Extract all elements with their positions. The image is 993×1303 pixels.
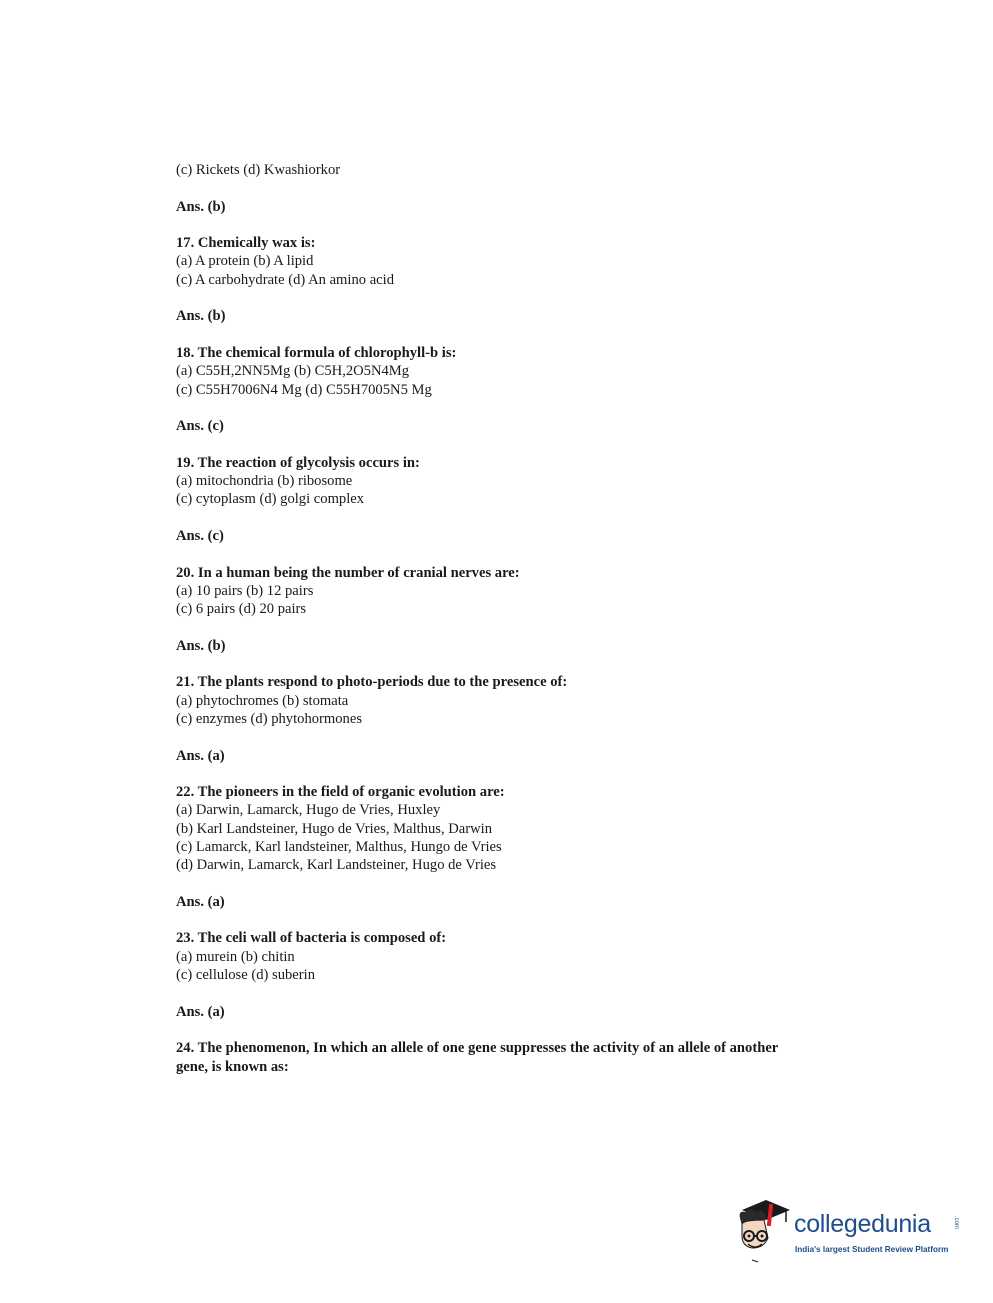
option-line: (a) murein (b) chitin bbox=[176, 948, 295, 965]
answer-line: Ans. (a) bbox=[176, 747, 225, 764]
blank-line bbox=[176, 765, 876, 783]
blank-line bbox=[176, 509, 876, 527]
option-line: (c) cytoplasm (d) golgi complex bbox=[176, 491, 365, 508]
question-line: 22. The pioneers in the field of organic evolution are: bbox=[176, 784, 505, 801]
blank-line bbox=[176, 1021, 876, 1039]
question-line: gene, is known as: bbox=[176, 1058, 289, 1075]
blank-line bbox=[176, 984, 876, 1002]
question-line: 17. Chemically wax is: bbox=[176, 235, 316, 252]
option-line: (c) cellulose (d) suberin bbox=[176, 967, 315, 984]
option-line: (a) 10 pairs (b) 12 pairs bbox=[176, 582, 314, 599]
blank-line bbox=[176, 435, 876, 453]
answer-line: Ans. (b) bbox=[176, 308, 226, 325]
blank-line bbox=[176, 399, 876, 417]
option-line: (c) Rickets (d) Kwashiorkor bbox=[176, 162, 341, 178]
question-line: 21. The plants respond to photo-periods due to the presence of: bbox=[176, 674, 568, 691]
answer-line: Ans. (b) bbox=[176, 198, 226, 215]
option-line: (a) A protein (b) A lipid bbox=[176, 253, 314, 270]
option-line: (a) Darwin, Lamarck, Hugo de Vries, Huxley bbox=[176, 802, 441, 819]
blank-line bbox=[176, 655, 876, 673]
option-line: (d) Darwin, Lamarck, Karl Landsteiner, Hugo de Vries bbox=[176, 857, 497, 874]
logo-com-text: .com bbox=[953, 1216, 959, 1230]
question-line: 23. The celi wall of bacteria is composed of: bbox=[176, 930, 447, 947]
question-line: 18. The chemical formula of chlorophyll-b is: bbox=[176, 344, 457, 361]
question-line: 20. In a human being the number of cranial nerves are: bbox=[176, 564, 520, 581]
logo-brand-text: collegedunia bbox=[794, 1210, 931, 1238]
option-line: (a) mitochondria (b) ribosome bbox=[176, 473, 353, 490]
blank-line bbox=[176, 216, 876, 234]
option-line: (c) enzymes (d) phytohormones bbox=[176, 710, 363, 727]
mascot-icon bbox=[734, 1196, 794, 1266]
question-line: 19. The reaction of glycolysis occurs in: bbox=[176, 454, 420, 471]
answer-line: Ans. (c) bbox=[176, 418, 224, 435]
collegedunia-logo bbox=[734, 1196, 964, 1266]
answer-line: Ans. (c) bbox=[176, 527, 224, 544]
option-line: (c) Lamarck, Karl landsteiner, Malthus, Hungo de Vries bbox=[176, 838, 502, 855]
blank-line bbox=[176, 728, 876, 746]
option-line: (c) C55H7006N4 Mg (d) C55H7005N5 Mg bbox=[176, 381, 432, 398]
option-line: (c) 6 pairs (d) 20 pairs bbox=[176, 601, 307, 618]
blank-line bbox=[176, 289, 876, 307]
answer-line: Ans. (a) bbox=[176, 893, 225, 910]
option-line: (c) A carbohydrate (d) An amino acid bbox=[176, 271, 395, 288]
option-line: (a) phytochromes (b) stomata bbox=[176, 692, 349, 709]
logo-tagline: India's largest Student Review Platform bbox=[795, 1245, 949, 1254]
blank-line bbox=[176, 911, 876, 929]
question-line: 24. The phenomenon, In which an allele of one gene suppresses the activity of an allele of another bbox=[176, 1040, 779, 1057]
answer-line: Ans. (b) bbox=[176, 637, 226, 654]
answer-line: Ans. (a) bbox=[176, 1003, 225, 1020]
blank-line bbox=[176, 618, 876, 636]
blank-line bbox=[176, 326, 876, 344]
option-line: (b) Karl Landsteiner, Hugo de Vries, Malthus, Darwin bbox=[176, 820, 493, 837]
option-line: (a) C55H,2NN5Mg (b) C5H,2O5N4Mg bbox=[176, 363, 410, 380]
blank-line bbox=[176, 875, 876, 893]
blank-line bbox=[176, 179, 876, 197]
blank-line bbox=[176, 545, 876, 563]
document-body bbox=[176, 161, 876, 1076]
